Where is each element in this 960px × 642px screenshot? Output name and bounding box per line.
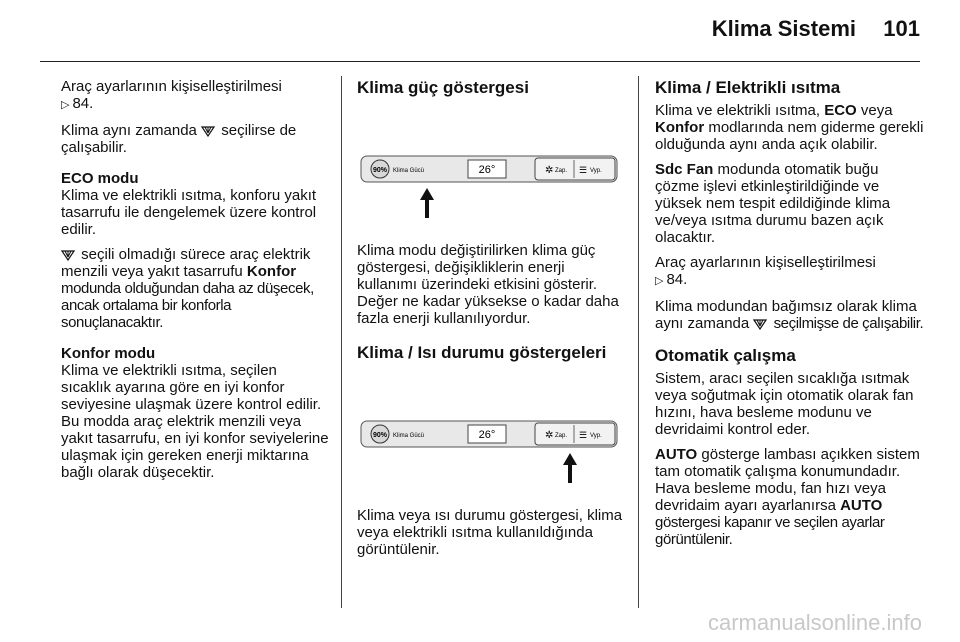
ac-electric-heating-heading: Klima / Elektrikli ısıtma — [655, 78, 841, 97]
paragraph-personalization — [61, 78, 331, 114]
eco-text-2 — [61, 246, 331, 331]
snowflake-fan-icon — [61, 249, 75, 261]
sdc-fan-text — [655, 161, 925, 246]
ac-power-percent: 90% — [372, 432, 388, 439]
column-divider — [341, 76, 342, 608]
vyp-button-label: Vyp. — [590, 433, 602, 439]
section-konfor — [61, 345, 331, 481]
automatic-operation-text: Sistem, aracı seçilen sıcaklığa ısıtmak veya soğutmak için otomatik olarak fan hızını, hava besleme modunu ve devridaimi kontrol eder. — [655, 370, 914, 438]
text: seçilirse de çalışabilir. — [61, 122, 297, 156]
header-divider — [40, 61, 920, 62]
ac-electric-heating-text — [655, 102, 925, 153]
page-header — [0, 0, 960, 64]
page-title: Klima Sistemi — [711, 16, 856, 41]
status-indicators-text: Klima veya ısı durumu göstergesi, klima veya elektrikli ısıtma kullanıldığında görüntülenir. — [357, 507, 623, 558]
vyp-button-label: Vyp. — [590, 168, 602, 174]
text: göstergesi kapanır ve seçilen ayarlar görüntülenir. — [655, 514, 885, 548]
bold-term: AUTO — [840, 497, 883, 514]
bold-term: Sdc Fan — [655, 161, 714, 178]
text: Klima aynı zamanda — [61, 122, 197, 139]
ac-power-label: Klima Gücü — [393, 433, 425, 439]
text: Klima modundan bağımsız olarak klima aynı zamanda — [655, 298, 917, 332]
column-divider — [638, 76, 639, 608]
zap-button-label: Zap. — [555, 168, 568, 174]
heat-icon: ☰ — [579, 430, 588, 440]
ac-power-heading: Klima güç göstergesi — [357, 78, 529, 97]
column-right — [655, 78, 925, 556]
konfor-text: Klima ve elektrikli ısıtma, seçilen sıcaklık ayarına göre en iyi konfor seviyesine ulaşmak üzere kontrol edilir. Bu modda araç elektrik menzili veya yakıt tasarrufu, en iyi konfor seviyelerine ulaşmak için gereken enerji miktarına bağlı olarak düşecektir. — [61, 362, 329, 481]
personalization-text: Araç ayarlarının kişiselleştirilmesi — [655, 254, 876, 271]
ac-power-figure — [357, 120, 619, 224]
zap-button-label: Zap. — [555, 433, 568, 439]
ac-power-percent: 90% — [372, 167, 388, 174]
page-reference-icon: ▷ — [61, 99, 70, 111]
climate-icon: ✲ — [545, 430, 554, 441]
eco-heading: ECO modu — [61, 170, 139, 187]
status-indicators-heading: Klima / Isı durumu göstergeleri — [357, 343, 607, 362]
status-indicators-illustration — [357, 385, 619, 489]
climate-icon: ✲ — [545, 165, 554, 176]
automatic-operation-heading: Otomatik çalışma — [655, 346, 796, 365]
bold-term: Konfor — [655, 119, 705, 136]
snowflake-fan-icon — [201, 125, 215, 137]
paragraph-ac-independent — [655, 298, 925, 332]
temperature-display: 26° — [478, 164, 496, 176]
eco-text: Klima ve elektrikli ısıtma, konforu yakıt tasarrufu ile dengelemek üzere kontrol edilir. — [61, 187, 317, 238]
page-reference[interactable]: 84. — [666, 271, 688, 288]
column-middle — [357, 78, 623, 566]
arrow-up-icon — [420, 188, 434, 218]
text: Klima ve elektrikli ısıtma, — [655, 102, 821, 119]
page-number: 101 — [883, 16, 920, 41]
status-indicators-figure — [357, 385, 619, 489]
bold-term: Konfor — [246, 263, 297, 280]
section-eco — [61, 170, 331, 331]
text: modunda otomatik buğu çözme işlevi etkinleştirildiğinde ve yüksek nem tespit edildiğinde klima ve/veya ısıtma durumu bazen açık olacaktır. — [655, 161, 891, 246]
ac-power-illustration — [357, 120, 619, 224]
column-left — [61, 78, 331, 489]
text: seçili olmadığı sürece araç elektrik menzili veya yakıt tasarrufu — [61, 246, 311, 280]
text: gösterge lambası açıkken sistem tam otomatik çalışma konumundadır. Hava besleme modu, fan hızı veya devridaim ayarı ayarlanırsa — [655, 446, 920, 514]
bold-term: ECO — [824, 102, 857, 119]
arrow-up-icon — [563, 453, 577, 483]
text: modunda olduğundan daha az düşecek, ancak ortalama bir konforla sonuçlanacaktır. — [61, 280, 314, 331]
paragraph-personalization — [655, 254, 925, 290]
text: veya — [860, 102, 893, 119]
heat-icon: ☰ — [579, 165, 588, 175]
snowflake-fan-icon — [753, 318, 767, 330]
text: modlarında nem giderme gerekli olduğunda aynı anda açık olabilir. — [655, 119, 924, 153]
auto-indicator-text — [655, 446, 925, 548]
bold-term: AUTO — [655, 446, 698, 463]
temperature-display: 26° — [478, 429, 496, 441]
personalization-text: Araç ayarlarının kişiselleştirilmesi — [61, 78, 282, 95]
page-reference[interactable]: 84. — [72, 95, 94, 112]
ac-power-text: Klima modu değiştirilirken klima güç göstergesi, değişikliklerin enerji kullanımı üzerindeki etkisini gösterir. Değer ne kadar yüksekse o kadar daha fazla enerji kullanılıyordur. — [357, 242, 619, 327]
watermark: carmanualsonline.info — [707, 610, 922, 635]
konfor-heading: Konfor modu — [61, 345, 156, 362]
ac-power-label: Klima Gücü — [393, 168, 425, 174]
page-reference-icon: ▷ — [655, 275, 664, 287]
text: seçilmişse de çalışabilir. — [773, 315, 924, 332]
paragraph-ac-also — [61, 122, 331, 156]
